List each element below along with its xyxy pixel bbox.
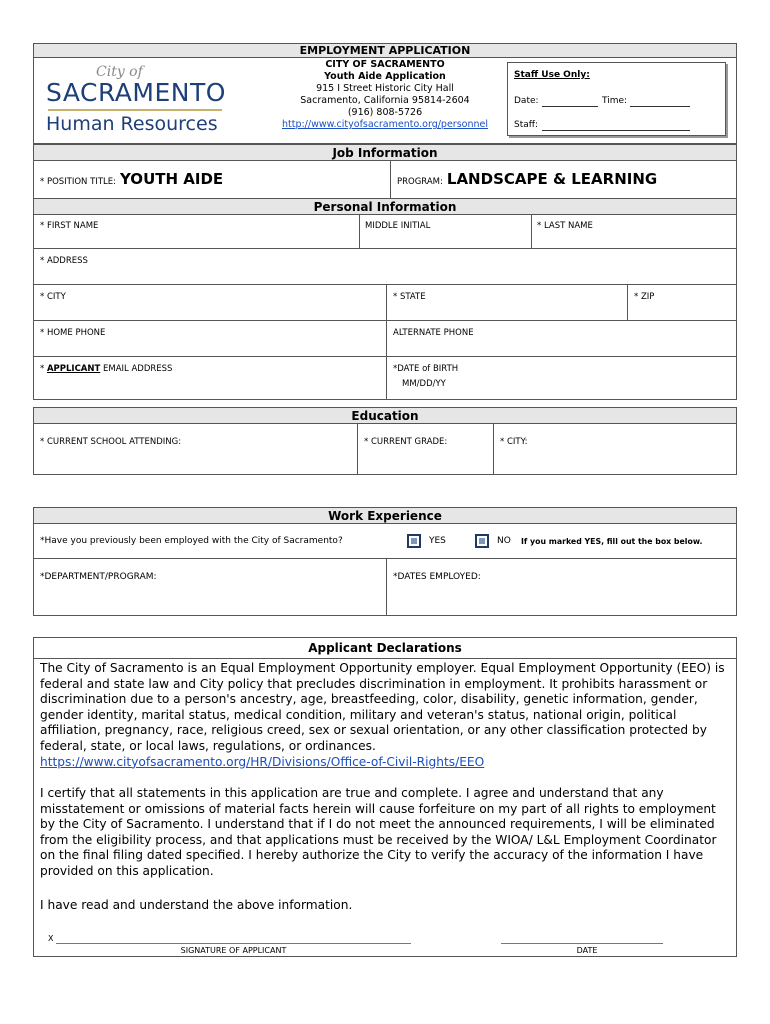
program-value: LANDSCAPE & LEARNING — [446, 170, 658, 188]
current-school-field[interactable]: * CURRENT SCHOOL ATTENDING: — [40, 437, 182, 447]
staff-date-line[interactable] — [542, 106, 598, 107]
middle-initial-field[interactable]: MIDDLE INITIAL — [365, 221, 431, 231]
signature-x-mark: X — [48, 934, 54, 943]
alternate-phone-field[interactable]: ALTERNATE PHONE — [393, 328, 474, 338]
logo-city-of: City of — [96, 64, 143, 80]
email-applicant-word: APPLICANT — [46, 364, 101, 374]
personnel-link[interactable]: http://www.cityofsacramento.org/personnel — [281, 119, 488, 130]
staff-use-box — [507, 62, 726, 136]
read-acknowledgement: I have read and understand the above information. — [40, 898, 353, 912]
staff-staff-label: Staff: — [514, 120, 538, 130]
program-label: PROGRAM: — [397, 177, 443, 187]
city-logo — [46, 62, 226, 138]
yes-label: YES — [429, 536, 446, 546]
work-experience-heading: Work Experience — [33, 507, 737, 524]
city-field[interactable]: * CITY — [40, 292, 66, 302]
certification-statement: I certify that all statements in this application are true and complete. I agree and understand that any misstatement or omissions of material facts herein will cause forfeiture on my part of all rights to employment by the City of Sacramento. I understand that if I do not meet the announced requirements, I will be eliminated from the eligibility process, and that applications must be received by the WIOA/ L&L Employment Coordinator on the final filing dated specified. I hereby authorize the City to verify the accuracy of the information I have provided on this application. — [40, 786, 717, 878]
dates-employed-field[interactable]: *DATES EMPLOYED: — [393, 572, 481, 582]
personal-info-heading: Personal Information — [33, 198, 737, 215]
home-phone-field[interactable]: * HOME PHONE — [40, 328, 106, 338]
phone-number: (916) 808-5726 — [347, 107, 423, 118]
date-label: DATE — [576, 946, 598, 955]
program-field[interactable] — [397, 170, 657, 188]
address-block — [268, 59, 502, 131]
signature-label: SIGNATURE OF APPLICANT — [180, 946, 287, 955]
signature-line[interactable] — [56, 943, 411, 944]
first-name-field[interactable]: * FIRST NAME — [40, 221, 99, 231]
email-label-rest: EMAIL ADDRESS — [100, 364, 173, 374]
no-checkbox[interactable] — [475, 534, 489, 548]
eeo-text: The City of Sacramento is an Equal Employment Opportunity employer. Equal Employment Opportunity (EEO) is federal and state law and City policy that precludes discrimination in employment. It prohibits harassment or discrimination due to a person's ancestry, age, breastfeeding, color, disability, genetic information, gender, gender identity, marital status, medical condition, military and veteran's status, national origin, political affiliation, pregnancy, race, religious creed, sex or sexual orientation, or any other classification protected by federal, state, or local laws, regulations, or ordinances. — [40, 661, 725, 753]
position-title-label: * POSITION TITLE: — [40, 177, 116, 187]
previous-employment-question: *Have you previously been employed with the City of Sacramento? — [40, 536, 343, 546]
staff-time-line[interactable] — [630, 106, 690, 107]
staff-time-label: Time: — [602, 96, 628, 106]
position-title-value: YOUTH AIDE — [119, 170, 224, 188]
dob-format: MM/DD/YY — [402, 379, 446, 389]
education-heading: Education — [33, 407, 737, 424]
email-required-mark: * — [40, 364, 47, 374]
eeo-statement — [40, 661, 730, 770]
staff-staff-line[interactable] — [542, 130, 690, 131]
city-state-zip: Sacramento, California 95814-2604 — [300, 95, 470, 106]
logo-human-resources: Human Resources — [46, 113, 218, 135]
logo-divider — [48, 109, 222, 111]
eeo-link[interactable]: https://www.cityofsacramento.org/HR/Divisions/Office-of-Civil-Rights/EEO — [40, 754, 485, 769]
staff-use-title: Staff Use Only: — [514, 70, 590, 80]
logo-sacramento: SACRAMENTO — [46, 78, 226, 107]
job-info-heading: Job Information — [33, 144, 737, 161]
app-name: Youth Aide Application — [324, 71, 446, 82]
no-label: NO — [497, 536, 511, 546]
zip-field[interactable]: * ZIP — [634, 292, 655, 302]
department-program-field[interactable]: *DEPARTMENT/PROGRAM: — [40, 572, 157, 582]
email-field[interactable] — [40, 364, 172, 374]
yes-instruction-note: If you marked YES, fill out the box below. — [521, 537, 703, 546]
date-of-birth-field[interactable] — [393, 364, 458, 389]
address-field[interactable]: * ADDRESS — [40, 256, 88, 266]
staff-date-label: Date: — [514, 96, 539, 106]
dob-label: *DATE of BIRTH — [393, 364, 459, 374]
yes-checkbox[interactable] — [407, 534, 421, 548]
state-field[interactable]: * STATE — [393, 292, 426, 302]
last-name-field[interactable]: * LAST NAME — [537, 221, 593, 231]
date-line[interactable] — [501, 943, 663, 944]
form-title: EMPLOYMENT APPLICATION — [33, 43, 737, 58]
org-name: CITY OF SACRAMENTO — [325, 59, 445, 70]
current-grade-field[interactable]: * CURRENT GRADE: — [364, 437, 448, 447]
street-address: 915 I Street Historic City Hall — [316, 83, 454, 94]
position-title-field[interactable] — [40, 170, 223, 188]
declarations-heading: Applicant Declarations — [33, 637, 737, 659]
education-city-field[interactable]: * CITY: — [500, 437, 528, 447]
